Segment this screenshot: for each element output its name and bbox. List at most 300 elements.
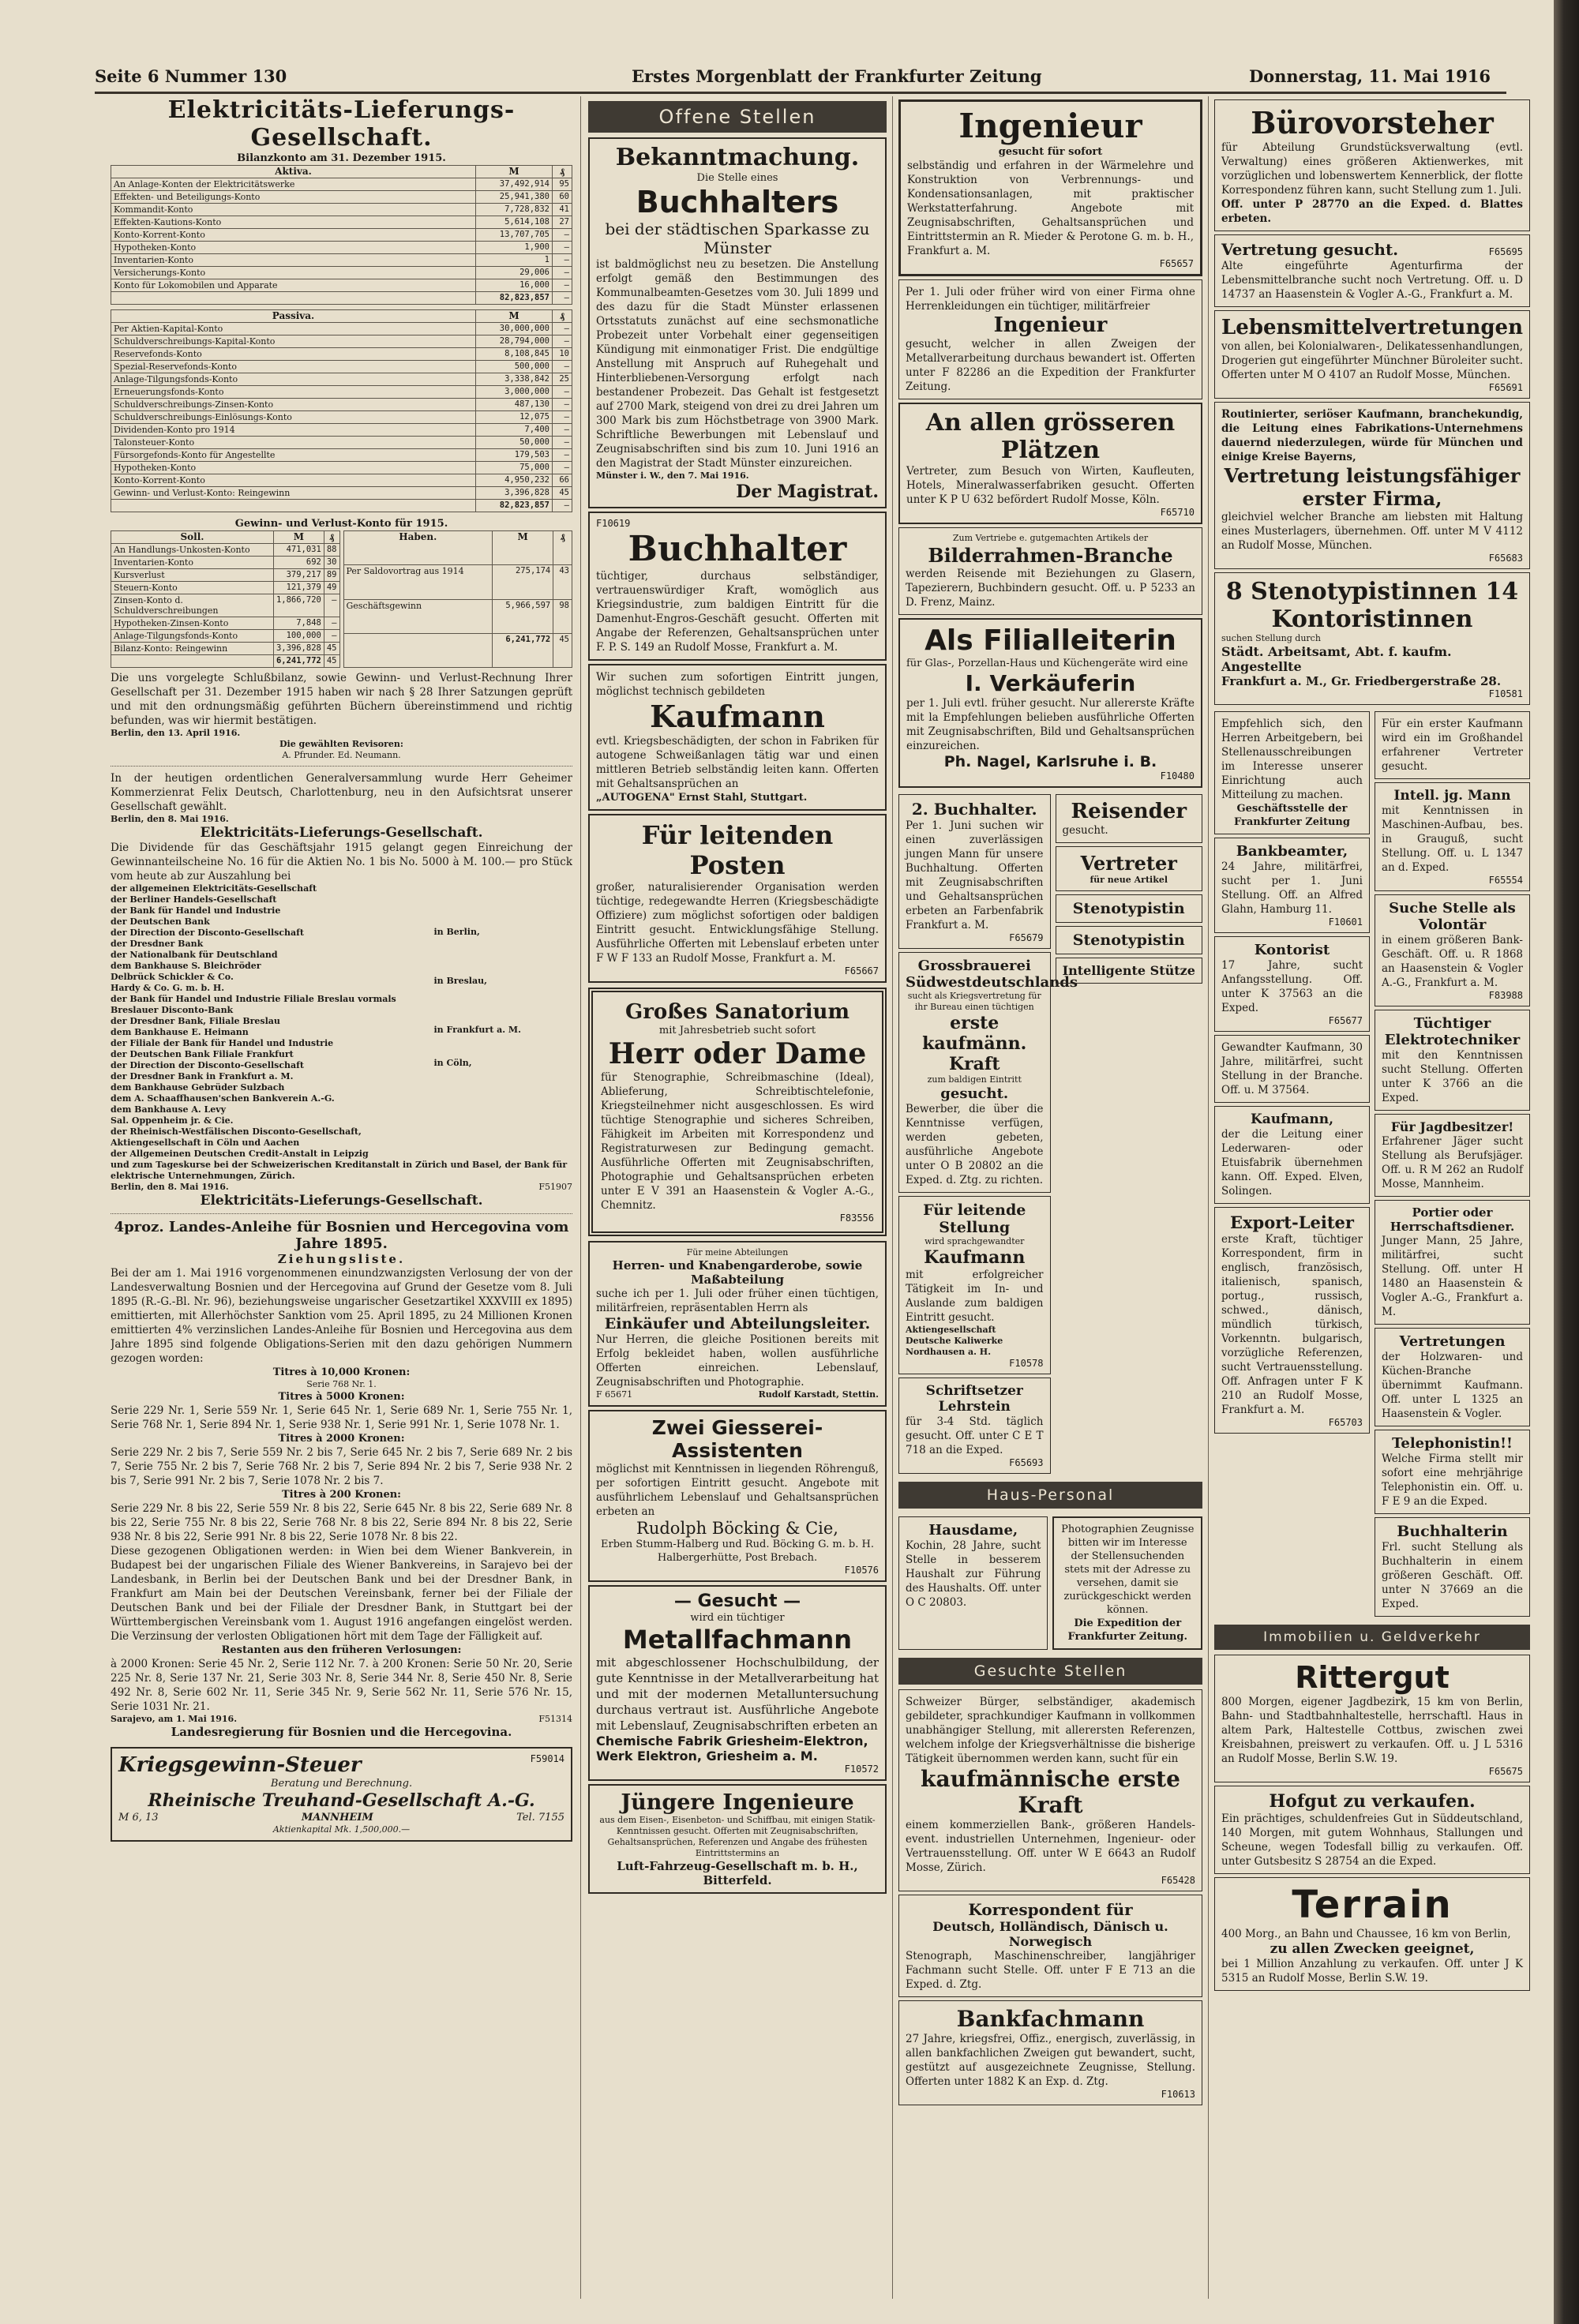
- vertr3-text: der Holzwaren- und Küchen-Branche übernimmt Kaufmann. Off. unter L 1325 an Haasenstein & Vogler.: [1382, 1351, 1523, 1420]
- aktiva-row: Versicherungs-Konto 29,006 —: [111, 267, 572, 279]
- ad-bankfachmann: [898, 2000, 1202, 2105]
- passiva-table: Passiva. M ₰ Per Aktien-Kapital-Konto 30,000,000 — Schuldverschreibungs-Kapital-Konto 28,794,000 — Reservefonds-Konto 8,108,845 10 Spezial-Reservefonds-Konto 500,000 — Anlage-Tilgungsfonds-Konto 3,338,842 25 Erneuerungsfonds-Konto 3,000,000 — Schuldverschreibungs-Zinsen-Konto 487,130 — Schuldverschreibungs-Einlösungs-Konto 12,075 — Dividenden-Konto pro 1914 7,400 — Talonsteuer-Konto 50,000 — Fürsorgefonds-Konto für Angestellte 179,503 — Hypotheken-Konto 75,000 — Konto-Korrent-Konto 4,950,232 66 Gewinn- und Verlust-Konto: Reingewinn 3,396,828 45 82,823,857 —: [111, 309, 572, 512]
- newspaper-title: Erstes Morgenblatt der Frankfurter Zeitung: [632, 66, 1042, 86]
- einkauf-pre: Für meine Abteilungen: [686, 1247, 789, 1258]
- steno-addr: Frankfurt a. M., Gr. Friedbergerstraße 28.: [1221, 674, 1502, 688]
- bosnia-bank: Landesregierung für Bosnien und die Hercegovina.: [171, 1725, 512, 1739]
- ref-code: F 65671: [596, 1389, 633, 1400]
- company-heading-3: Elektricitäts-Lieferungs-Gesellschaft.: [200, 1193, 483, 1209]
- ad-lebensmittel: [1214, 310, 1530, 399]
- bekannt-title: Bekanntmachung.: [615, 144, 860, 171]
- geschaeftsstelle: Geschäftsstelle der Frankfurter Zeitung: [1234, 803, 1350, 828]
- passiva-row: Konto-Korrent-Konto 4,950,232 66: [111, 474, 572, 487]
- ziehung-title: Ziehungsliste.: [277, 1252, 406, 1266]
- kauf2-text: Für ein erster Kaufmann wird ein im Großhandel erfahrener Vertreter gesucht.: [1382, 718, 1523, 773]
- brauerei-gesucht: gesucht.: [940, 1085, 1009, 1102]
- filial-big: Als Filialleiterin: [925, 624, 1176, 657]
- passiva-row: Talonsteuer-Konto 50,000 —: [111, 437, 572, 449]
- guv-title: Gewinn- und Verlust-Konto für 1915.: [234, 518, 448, 530]
- ing2-big: Ingenieur: [993, 313, 1108, 337]
- haus-split: [898, 1513, 1202, 1653]
- brauerei-big: Grossbrauerei Südwestdeutschlands: [906, 958, 1078, 991]
- tel-text: Welche Firma stellt mir sofort eine mehrjährige Telephonistin ein. Off. u. F E 9 an die Exped.: [1382, 1452, 1523, 1508]
- kriegs-title: Kriegsgewinn-Steuer: [118, 1753, 362, 1777]
- giess-addr: Halbergerhütte, Post Brebach.: [657, 1552, 818, 1564]
- ing2-text: gesucht, welcher in allen Zweigen der Metallverarbeitung durchaus bewandert ist. Offerten unter F 82286 an die Expedition der Frankfurter Zeitung.: [906, 338, 1195, 393]
- column-financial: [111, 96, 572, 2307]
- company-heading: Elektricitäts-Lieferungs-Gesellschaft.: [167, 96, 516, 152]
- haben-row: Geschäftsgewinn 5,966,597 98: [343, 599, 572, 633]
- ad-bilderrahmen: [898, 527, 1202, 615]
- ingenieur-text: selbständig und erfahren in der Wärmelehre und Konstruktion von Verbrennungs- und Kondensationsanlagen, mit praktischer Werkstatterfahrung. Angebote mit Zeugnisabschriften, Gehaltsansprüchen und Eintrittstermin an R. Mieder & Perotone G. m. b. H., Frankfurt a. M.: [907, 159, 1194, 257]
- buchh2-big: 2. Buchhalter.: [911, 800, 1037, 819]
- ad-ingenieure: [588, 1784, 887, 1894]
- passiva-row: Reservefonds-Konto 8,108,845 10: [111, 348, 572, 361]
- schrift-text: für 3-4 Std. täglich gesucht. Off. unter C E T 718 an die Exped.: [906, 1415, 1044, 1456]
- aktiva-row: Effekten-Kautions-Konto 5,614,108 27: [111, 216, 572, 229]
- ad-intell-mann: [1375, 782, 1530, 891]
- soll-label: Soll.: [111, 531, 274, 544]
- company-heading-2: Elektricitäts-Lieferungs-Gesellschaft.: [200, 825, 483, 841]
- ad-buchhalter: [588, 512, 887, 661]
- bank-list-item: der Deutschen Bank Filiale Frankfurt: [111, 1049, 294, 1059]
- lebens-big: Lebensmittelvertretungen: [1221, 316, 1523, 339]
- titres-2000-label: Titres à 2000 Kronen:: [278, 1433, 405, 1445]
- buchhalter-big: Buchhalter: [628, 529, 847, 569]
- hausdame-big: Hausdame,: [928, 1522, 1018, 1539]
- ad-stenotypistin-2: Stenotypistin: [1056, 926, 1203, 954]
- section-banner: Offene Stellen: [588, 101, 887, 133]
- bank-list-item: der Deutschen Bank: [111, 916, 210, 927]
- ad-buerovorsteher: [1214, 99, 1530, 231]
- ingenieur-big: Ingenieur: [958, 107, 1142, 145]
- passiva-total: 82,823,857: [476, 500, 553, 512]
- ing2-intro: Per 1. Juli oder früher wird von einer Firma ohne Herrenkleidungen ein tüchtiger, militärfreier: [906, 286, 1195, 313]
- guv-date: Berlin, den 13. April 1916.: [111, 728, 241, 738]
- leit-big: Für leitende Stellung: [923, 1201, 1026, 1236]
- passiva-row: Per Aktien-Kapital-Konto 30,000,000 —: [111, 323, 572, 335]
- passiva-row: Erneuerungsfonds-Konto 3,000,000 —: [111, 386, 572, 399]
- ad-kaufmann: [588, 664, 887, 811]
- ad-jagdbesitzer: [1375, 1114, 1530, 1197]
- kaufmann-big: Kaufmann: [650, 699, 825, 734]
- ad-leitender-posten: [588, 814, 887, 983]
- photo-text: Photographien Zeugnisse bitten wir im Interesse der Stellensuchenden stets mit der Adresse zu versehen, damit sie zurückgeschickt werden können.: [1061, 1524, 1195, 1616]
- bank-list-item: dem A. Schaaffhausen'schen Bankverein A.-G.: [111, 1093, 335, 1104]
- bank-list-item: der Filiale der Bank für Handel und Industrie: [111, 1038, 334, 1048]
- passiva-label: Passiva.: [111, 310, 476, 323]
- terrain-sub: zu allen Zwecken geeignet,: [1270, 1941, 1475, 1957]
- einkauf-big: Einkäufer und Abteilungsleiter.: [604, 1315, 871, 1333]
- soll-total: 6,241,772: [273, 655, 324, 668]
- bosnia-title: 4proz. Landes-Anleihe für Bosnien und Hercegovina vom Jahre 1895.: [114, 1219, 569, 1252]
- bank-list-item: dem Bankhause A. Levy: [111, 1104, 227, 1115]
- guv-tables: [111, 530, 572, 668]
- ad-vertretungen: [1375, 1328, 1530, 1426]
- ref-code: F65703: [1328, 1417, 1363, 1428]
- passiva-row: Fürsorgefonds-Konto für Angestellte 179,503 —: [111, 449, 572, 462]
- intell-big: Intell. jg. Mann: [1393, 788, 1511, 804]
- passiva-row: Hypotheken-Konto 75,000 —: [111, 462, 572, 474]
- ad-vertretung: [1214, 234, 1530, 307]
- metall-big: Metallfachmann: [622, 1625, 853, 1655]
- ref-code: F10576: [844, 1565, 879, 1576]
- meeting-date: Berlin, den 8. Mai 1916.: [111, 814, 229, 824]
- issue-date: Donnerstag, 11. Mai 1916: [1248, 66, 1491, 86]
- ad-hausdame: [898, 1516, 1048, 1650]
- einkauf-firm: Rudolf Karstadt, Stettin.: [758, 1389, 879, 1400]
- column-rule: [892, 96, 893, 2299]
- ing-text: aus dem Eisen-, Eisenbeton- und Schiffbau, mit einigen Statik-Kenntnissen gesucht. Offerten mit Zeugnisabschriften, Gehaltsansprüchen, Referenzen und Angabe des frühesten Eintrittstermins an: [599, 1815, 876, 1858]
- ritter-big: Rittergut: [1295, 1660, 1450, 1695]
- korr-big: Korrespondent für: [968, 1900, 1133, 1919]
- bilanz-title: Bilanzkonto am 31. Dezember 1915.: [237, 152, 446, 164]
- bank-list-item: der Direction der Disconto-Gesellschaft: [111, 1060, 304, 1070]
- sanat-text: für Stenographie, Schreibmaschine (Ideal), Ablieferung, Schreibtischtelefonie, Kriegsteilnehmer nicht ausgeschlossen. Es wird tüchtige Stenographie und sicheres Schreiben, Fähigkeit im Arbeiten mit Korrespondenz und Registraturwesen zur Bedingung gemacht. Ausführliche Offerten mit Zeugnisabschriften, Photographie und Gehaltsansprüchen erbeten unter E V 391 an Haasenstein & Vogler A.-G., Chemnitz.: [601, 1071, 874, 1212]
- passiva-row: Dividenden-Konto pro 1914 7,400 —: [111, 424, 572, 437]
- giess-text: möglichst mit Kenntnissen in liegenden Röhrenguß, per sofortigen Eintritt gesucht. Angebote mit ausführlichem Lebenslauf und Gehaltsansprüchen erbeten an: [596, 1463, 879, 1518]
- bank-list-item: der Allgemeinen Deutschen Credit-Anstalt in Leipzig: [111, 1149, 369, 1159]
- vertr2-text: gleichviel welcher Branche am liebsten mit Haltung eines Musterlagers, übernehmen. Off. unter M V 4112 an Rudolf Mosse, München.: [1221, 511, 1523, 552]
- page-number: Seite 6 Nummer 130: [95, 66, 287, 86]
- column-jobs-2: [898, 96, 1202, 2307]
- bank-text: 27 Jahre, kriegsfrei, Offiz., energisch, zuverlässig, in allen bankfachlichen Zweigen gut bewandert, sucht, gestützt auf ausgezeichnete Zeugnisse, Stellung. Offerten unter 1882 K an Exp. d. Ztg.: [906, 2033, 1195, 2088]
- verk-big: I. Verkäuferin: [965, 670, 1136, 696]
- ad-stuetze: Intelligente Stütze: [1056, 958, 1203, 984]
- kriegs-company: Rheinische Treuhand-Gesellschaft A.-G.: [148, 1790, 535, 1811]
- terrain-text2: bei 1 Million Anzahlung zu verkaufen. Off. unter J K 5315 an Rudolf Mosse, Berlin S.W. 19.: [1221, 1958, 1523, 1985]
- steno-firm: Städt. Arbeitsamt, Abt. f. kaufm. Angestellte: [1221, 644, 1452, 674]
- ad-giesserei: [588, 1410, 887, 1582]
- aktiva-row: Kommandit-Konto 7,728,832 41: [111, 204, 572, 216]
- ref-code: F51907: [538, 1182, 572, 1192]
- ad-rittergut: [1214, 1655, 1530, 1782]
- ad-korrespondent: [898, 1895, 1202, 1997]
- revisoren-names: A. Pfrunder. Ed. Neumann.: [282, 750, 401, 760]
- ad-ingenieur: [898, 99, 1202, 276]
- col4-split: [1214, 708, 1530, 1620]
- ad-metallfachmann: [588, 1585, 887, 1781]
- photo-sign: Die Expedition der Frankfurter Zeitung.: [1067, 1617, 1187, 1643]
- ref-code: F10578: [1009, 1358, 1044, 1369]
- buero-big: Bürovorsteher: [1251, 105, 1494, 141]
- buero-text: für Abteilung Grundstücksverwaltung (evtl. Verwaltung) eines größeren Aktienwerkes, mit vorzüglichen und lobenswertem Kennerblick, der flotte Korrespondenz führen kann, sucht Stellung zum 1. Juli.: [1221, 141, 1523, 197]
- hausdame-text: Kochin, 28 Jahre, sucht Stelle in besserem Haushalt zur Führung des Haushalts. Off. unter O C 20803.: [906, 1539, 1041, 1609]
- bankb-big: Bankbeamter,: [1236, 843, 1348, 860]
- verk-firm: Ph. Nagel, Karlsruhe i. B.: [943, 753, 1157, 770]
- ad-2-buchhalter: [898, 794, 1051, 949]
- bekannt-date: Münster i. W., den 7. Mai 1916.: [596, 470, 749, 481]
- ad-bankbeamter: [1214, 838, 1370, 933]
- steno-text: suchen Stellung durch: [1221, 633, 1321, 643]
- header-rule: [95, 92, 1506, 94]
- book-binding: [1554, 0, 1579, 2324]
- korr-big2: Deutsch, Holländisch, Dänisch u. Norwegisch: [932, 1919, 1168, 1949]
- titres-5000-list: Serie 229 Nr. 1, Serie 559 Nr. 1, Serie 645 Nr. 1, Serie 689 Nr. 1, Serie 755 Nr. 1, Serie 768 Nr. 1, Serie 894 Nr. 1, Serie 938 Nr. 1, Serie 991 Nr. 1, Serie 1078 Nr. 1.: [111, 1404, 572, 1431]
- ref-code: F65693: [1009, 1457, 1044, 1468]
- ref-code: F10619: [596, 518, 631, 529]
- ad-kontorist: [1214, 936, 1370, 1032]
- hofgut-text: Ein prächtiges, schuldenfreies Gut in Süddeutschland, 140 Morgen, mit gutem Wohnhaus, Stallungen und Scheune, wegen Todesfall billig zu verkaufen. Off. unter Gutsbesitz S 28754 an die Exped.: [1221, 1812, 1523, 1868]
- vertr-big: Vertretung gesucht.: [1221, 240, 1399, 259]
- diener-text: Junger Mann, 25 Jahre, militärfrei, sucht Stellung. Off. unter H 1480 an Haasenstein & Vogler A.-G., Frankfurt a. M.: [1382, 1235, 1523, 1318]
- soll-row: Bilanz-Konto: Reingewinn 3,396,828 45: [111, 643, 340, 655]
- lebens-text: von allen, bei Kolonialwaren-, Delikatessenhandlungen, Drogerien gut eingeführter Münchner Büroleiter sucht. Offerten unter M O 4107 an Rudolf Mosse, München.: [1221, 340, 1523, 381]
- passiva-row: Schuldverschreibungs-Zinsen-Konto 487,130 —: [111, 399, 572, 411]
- jagd-big: Für Jagdbesitzer!: [1390, 1119, 1514, 1134]
- ref-code: F65677: [1328, 1015, 1363, 1026]
- ziehung-intro: Bei der am 1. Mai 1916 vorgenommenen einundzwanzigsten Verlosung der von der Landesverwaltung Bosnien und der Hercegovina auf Grund der Gesetze vom 8. Juli 1895 (R.-G.-Bl. Nr. 96), beziehungsweise ungarischer Gesetzartikel XXXVIII ex 1895) emittierten, mit Allerhöchster Sanktion vom 25. April 1895, zu 24 Millionen Kronen emittierten 4% verzinslichen Landes-Anleihe für Bosnien und Hercegovina aus dem Jahre 1895 sind folgende Obligations-Serien mit den dazu gehörigen Nummern gezogen worden:: [111, 1267, 572, 1365]
- gesucht-label: — Gesucht —: [673, 1591, 801, 1611]
- ad-reisender: Reisender gesucht.: [1056, 794, 1203, 843]
- aktiva-row: Effekten- und Beteiligungs-Konto 25,941,380 60: [111, 191, 572, 204]
- ad-vertreter: Vertreter für neue Artikel: [1056, 846, 1203, 891]
- ref-code: F65675: [1488, 1766, 1523, 1777]
- city-frankfurt: in Frankfurt a. M.: [433, 1025, 521, 1035]
- autogena-firm: „AUTOGENA" Ernst Stahl, Stuttgart.: [596, 792, 808, 804]
- titres-200-label: Titres à 200 Kronen:: [282, 1489, 401, 1501]
- kaufm2-big: Kaufmann,: [1250, 1111, 1334, 1127]
- soll-row: Kursverlust 379,217 89: [111, 569, 340, 582]
- ad-empfehlung: [1214, 711, 1370, 834]
- aktiva-row: Hypotheken-Konto 1,900 —: [111, 242, 572, 254]
- export-text: erste Kraft, tüchtiger Korrespondent, firm in englisch, französisch, italienisch, spanisch, portug., russisch, schwed., dänisch, mündlich türkisch, Vorkenntn. bulgarisch, vorzügliche Referenzen, sucht Vertrauensstellung. Off. Anfragen unter F K 210 an Rudolf Mosse, Frankfurt a. M.: [1221, 1233, 1363, 1416]
- bank-list-item: dem Bankhause Gebrüder Sulzbach: [111, 1082, 285, 1093]
- routin-text: Routinierter, seriöser Kaufmann, branchekundig, die Leitung eines Fabrikations-Unternehmens dauernd niederzulegen, würde für München und einige Kreise Bayerns,: [1221, 408, 1523, 463]
- diener-big: Portier oder Herrschaftsdiener.: [1390, 1205, 1515, 1234]
- einkauf-head: Herren- und Knabengarderobe, sowie Maßabteilung: [612, 1258, 863, 1287]
- buchh3-text: Frl. sucht Stellung als Buchhalterin in einem größeren Geschäft. Off. unter N 37669 an die Exped.: [1382, 1541, 1523, 1610]
- ref-code: F10581: [1488, 688, 1523, 699]
- ad-ingenieur-2: [898, 279, 1202, 399]
- bank-list: [111, 883, 572, 1160]
- ref-code: F65667: [844, 965, 879, 976]
- aktiva-row: Konto-Korrent-Konto 13,707,705 —: [111, 229, 572, 242]
- haus-banner: Haus-Personal: [898, 1482, 1202, 1509]
- column-jobs-3: [1214, 96, 1530, 2307]
- haben-total: 6,241,772: [493, 633, 553, 667]
- ad-terrain: [1214, 1877, 1530, 1991]
- ad-export: [1214, 1207, 1370, 1434]
- metall-text: mit abgeschlossener Hochschulbildung, der gute Kenntnisse in der Metallverarbeitung hat und mit der modernen Metalluntersuchung durchaus vertraut ist. Ausführliche Angebote mit Lebenslauf, Zeugnisabschriften erbeten an: [596, 1655, 879, 1733]
- ing-big: Jüngere Ingenieure: [621, 1790, 854, 1815]
- payment-text: Diese gezogenen Obligationen werden: in Wien bei dem Wiener Bankverein, in Budapest bei der ungarischen Filiale des Wiener Bankvereins, in Sarajevo bei der Landesbank, in Berlin bei der Deutschen Bank und bei der Dresdner Bank, in Frankfurt am Main bei der Deutschen Vereinsbank, ferner bei der Filiale der Deutschen Bank und bei der Filiale der Dresdner Bank, in Stuttgart bei der Württembergischen Vereinsbank vom 1. August 1916 angefangen eingelöst werden. Die Verzinsung der verlosten Obligationen hört mit dem Tage der Fälligkeit auf.: [111, 1545, 572, 1643]
- kaufmann-intro: Wir suchen zum sofortigen Eintritt jungen, möglichst technisch gebildeten: [596, 671, 879, 698]
- soll-row: Zinsen-Konto d. Schuldverschreibungen 1,866,720 —: [111, 594, 340, 617]
- column-jobs-1: [588, 96, 887, 2307]
- column-rule: [1208, 96, 1209, 2299]
- gesuchte-banner: Gesuchte Stellen: [898, 1658, 1202, 1685]
- ritter-text: 800 Morgen, eigener Jagdbezirk, 15 km von Berlin, Bahn- und Stadtbahnhaltestelle, herrschaftl. Haus in altem Park, Haltestelle Cottbus, zwischen zwei Kreisbahnen, preiswert zu verkaufen. Off. u. J L 5316 an Rudolf Mosse, Berlin S.W. 19.: [1221, 1696, 1523, 1765]
- brauerei-text: sucht als Kriegsvertretung für ihr Bureau einen tüchtigen: [907, 991, 1041, 1012]
- jagd-text: Erfahrener Jäger sucht Stellung als Berufsjäger. Off. u. R M 262 an Rudolf Mosse, Mannheim.: [1382, 1135, 1523, 1190]
- kfm-text: einem kommerziellen Bank-, größeren Handels- event. industriellen Unternehmen, Ingenieur- oder Vertrauensstellung. Off. unter W E 6643 an Rudolf Mosse, Zürich.: [906, 1819, 1195, 1874]
- aktiva-row: Konto für Lokomobilen und Apparate 16,000 —: [111, 279, 572, 292]
- buchh2-text: Per 1. Juni suchen wir einen zuverlässigen jungen Mann für unsere Buchhaltung. Offerten mit Zeugnisabschriften und Gehaltsansprüchen erbeten an Farbenfabrik Frankfurt a. M.: [906, 819, 1044, 931]
- titres-5000-label: Titres à 5000 Kronen:: [278, 1391, 405, 1403]
- sanat-title: Großes Sanatorium: [625, 1000, 850, 1024]
- ref-code: F65428: [1161, 1875, 1195, 1886]
- running-header: [32, 66, 1522, 87]
- titres-10000-list: Serie 768 Nr. 1.: [306, 1379, 377, 1389]
- zurich-text: und zum Tageskurse bei der Schweizerischen Kreditanstalt in Zürich und Basel, der Bank für elektrische Unternehmungen, Zürich.: [111, 1160, 568, 1181]
- leit-firm: Aktiengesellschaft Deutsche Kaliwerke Nordhausen a. H.: [906, 1325, 1003, 1357]
- aktiva-label: Aktiva.: [111, 166, 476, 178]
- bank-list-item: der Dresdner Bank, Filiale Breslau: [111, 1016, 280, 1026]
- col3-split: [898, 791, 1202, 1477]
- ad-elektrotechniker: [1375, 1010, 1530, 1111]
- guv-note: Die uns vorgelegte Schlußbilanz, sowie Gewinn- und Verlust-Rechnung Ihrer Gesellschaft per 31. Dezember 1915 haben wir nach § 28 Ihrer Satzungen geprüft und mit den ordnungsmäßig geführten Büchern übereinstimmend und richtig befunden, was wir hiermit bestätigen.: [111, 672, 572, 727]
- ref-code: F59014: [530, 1753, 564, 1764]
- posten-text: großer, naturalisierender Organisation werden tüchtige, redegewandte Herren (Kriegsbeschädigte Offiziere) zum möglichst sofortigen oder baldigen Eintritt gesucht. Entwicklungsfähige Stellung. Ausführliche Offerten mit Lebenslauf erbeten unter F W F 133 an Rudolf Mosse, Frankfurt a. M.: [596, 881, 879, 965]
- bilder-pre: Zum Vertriebe e. gutgemachten Artikels der: [952, 533, 1149, 543]
- buchh3-big: Buchhalterin: [1397, 1523, 1508, 1540]
- elektro-big: Tüchtiger Elektrotechniker: [1384, 1015, 1521, 1048]
- ad-leitende-stellung: [898, 1196, 1051, 1374]
- soll-row: Steuern-Konto 121,379 49: [111, 582, 340, 594]
- suche-text: in einem größeren Bank-Geschäft. Off. u. R 1868 an Haasenstein & Vogler A.-G., Frankfurt a. M.: [1382, 934, 1523, 989]
- brauerei-text3: Bewerber, die über die Kenntnisse verfügen, werden gebeten, ausführliche Angebote unter O B 20802 an die Exped. d. Ztg. zu richten.: [906, 1103, 1044, 1186]
- aktiva-row: An Anlage-Konten der Elektricitätswerke 37,492,914 95: [111, 178, 572, 191]
- einkauf-text2: Nur Herren, die gleiche Positionen bereits mit Erfolg bekleidet haben, wollen ausführliche Offerten einreichen. Lebenslauf, Zeugnisabschriften und Photographie.: [596, 1333, 879, 1389]
- ref-code: F65554: [1488, 875, 1523, 886]
- verk-text: per 1. Juli evtl. früher gesucht. Nur allererste Kräfte mit la Empfehlungen belieben ausführliche Offerten mit Zeugnisabschriften, Bild und Gehaltsansprüchen einzureichen.: [906, 697, 1195, 752]
- buchhalter-text: tüchtiger, durchaus selbständiger, vertrauenswürdiger Kraft, womöglich aus Kriegsindustrie, zum baldigen Eintritt für die Damenhut-Engros-Geschäft gesucht. Offerten mit Angabe der Referenzen, Gehaltsansprüchen unter F. P. S. 149 an Rudolf Mosse, Frankfurt a. M.: [596, 570, 879, 654]
- ad-schriftsetzer: [898, 1378, 1051, 1474]
- ref-code: F65679: [1009, 932, 1044, 943]
- hofgut-big: Hofgut zu verkaufen.: [1269, 1791, 1476, 1812]
- bekannt-sub: Die Stelle eines: [696, 172, 778, 184]
- ad-vertretung-2: [1214, 402, 1530, 569]
- suche-big: Suche Stelle als Volontär: [1389, 900, 1516, 933]
- ad-gewandter-kaufmann: [1214, 1035, 1370, 1103]
- column-rule: [580, 96, 581, 2299]
- intell-text: mit Kenntnissen in Maschinen-Aufbau, bes. in Grauguß, sucht Stellung. Off. u. L 1347 an d. Exped.: [1382, 804, 1523, 874]
- metall-pre: wird ein tüchtiger: [690, 1612, 785, 1624]
- terrain-text: 400 Morg., an Bahn und Chaussee, 16 km von Berlin,: [1221, 1928, 1511, 1940]
- haben-row: Per Saldovortrag aus 1914 275,174 43: [343, 565, 572, 599]
- leit-big2: Kaufmann: [924, 1247, 1026, 1268]
- ref-code: F65691: [1488, 382, 1523, 393]
- tel-big: Telephonistin!!: [1392, 1435, 1513, 1452]
- ad-kaufmaennische-kraft: [898, 1689, 1202, 1891]
- bank-list-item: der Bank für Handel und Industrie Filiale Breslau vormals Breslauer Disconto-Bank: [111, 994, 396, 1015]
- ad-sanatorium: [588, 988, 887, 1236]
- haben-label: Haben.: [343, 531, 493, 565]
- ad-plaetzen: [898, 403, 1202, 524]
- gewandter-text: Gewandter Kaufmann, 30 Jahre, militärfrei, sucht Stellung in der Branche. Off. u. M 37564.: [1221, 1041, 1363, 1096]
- bank-list-item: der Direction der Disconto-Gesellschaft: [111, 928, 304, 938]
- ad-kriegsgewinn: [111, 1747, 572, 1842]
- bank-list-item: der Berliner Handels-Gesellschaft: [111, 894, 277, 905]
- kriegs-addr: M 6, 13: [118, 1812, 159, 1824]
- passiva-row: Spezial-Reservefonds-Konto 500,000 —: [111, 361, 572, 373]
- dividend-text: Die Dividende für das Geschäftsjahr 1915 gelangt gegen Einreichung der Gewinnanteilscheine No. 16 für die Aktien No. 1 bis No. 5000 à M. 100.— pro Stück vom heute ab zur Auszahlung bei: [111, 842, 572, 883]
- kfm-big: kaufmännische erste Kraft: [921, 1766, 1180, 1818]
- restanten-list: à 2000 Kronen: Serie 45 Nr. 2, Serie 112 Nr. 7. à 200 Kronen: Serie 50 Nr. 20, Serie 225 Nr. 8, Serie 137 Nr. 21, Serie 303 Nr. 8, Serie 344 Nr. 8, Serie 450 Nr. 8, Serie 492 Nr. 8, Serie 602 Nr. 11, Serie 345 Nr. 9, Serie 562 Nr. 11, Serie 576 Nr. 15, Serie 1031 Nr. 21.: [111, 1658, 572, 1713]
- elektro-text: mit den Kenntnissen sucht Stellung. Offerten unter K 3766 an die Exped.: [1382, 1049, 1523, 1104]
- bekannt-place: bei der städtischen Sparkasse zu Münster: [605, 219, 870, 257]
- aktiva-table: Aktiva. M ₰ An Anlage-Konten der Elektricitätswerke 37,492,914 95 Effekten- und Beteiligungs-Konto 25,941,380 60 Kommandit-Konto 7,728,832 41 Effekten-Kautions-Konto 5,614,108 27 Konto-Korrent-Konto 13,707,705 — Hypotheken-Konto 1,900 — Inventarien-Konto 1 — Versicherungs-Konto 29,006 — Konto für Lokomobilen und Apparate 16,000 — 82,823,857 —: [111, 165, 572, 305]
- ad-filialleiterin: [898, 618, 1202, 788]
- kriegs-sub: Beratung und Berechnung.: [270, 1778, 413, 1790]
- vertr3-big: Vertretungen: [1399, 1333, 1506, 1350]
- giess-big: Zwei Giesserei-Assistenten: [651, 1416, 823, 1462]
- passiva-row: Schuldverschreibungs-Kapital-Konto 28,794,000 —: [111, 335, 572, 348]
- ad-telephonistin: [1375, 1430, 1530, 1514]
- aktiva-total: 82,823,857: [476, 292, 553, 305]
- brauerei-big2: erste kaufmänn. Kraft: [922, 1013, 1027, 1074]
- ref-code: F65710: [1160, 507, 1195, 518]
- ad-kaufmann-2: [1375, 711, 1530, 779]
- soll-table: Soll. M ₰ An Handlungs-Unkosten-Konto 471,031 88 Inventarien-Konto 692 30 Kursverlust 379,217 89 Steuern-Konto 121,379 49 Zinsen-Konto d. Schuldverschreibungen 1,866,720 — Hypotheken-Zinsen-Konto 7,848 — Anlage-Tilgungsfonds-Konto 100,000 — Bilanz-Konto: Reingewinn 3,396,828 45 6,241,772 45: [111, 530, 340, 668]
- terrain-big: Terrain: [1292, 1883, 1453, 1927]
- vertr2-big: Vertretung leistungsfähiger erster Firma,: [1224, 464, 1521, 510]
- ingenieur-sub: gesucht für sofort: [998, 146, 1103, 158]
- ad-einkaeufer: [588, 1241, 887, 1407]
- ad-photographien: [1052, 1516, 1202, 1650]
- haben-table: Haben. M ₰ Per Saldovortrag aus 1914 275,174 43 Geschäftsgewinn 5,966,597 98 6,241,772 45: [343, 530, 573, 668]
- posten-big: Für leitenden Posten: [641, 820, 834, 880]
- bekannt-big: Buchhalters: [636, 185, 839, 219]
- ref-code: F10613: [1161, 2089, 1195, 2100]
- sec-left-text: Empfehlich sich, den Herren Arbeitgebern, bei Stellenausschreibungen im Interesse unserer Einrichtung auch Mitteilung zu machen.: [1221, 718, 1363, 801]
- bilder-text: werden Reisende mit Beziehungen zu Glasern, Tapezierern, Buchbindern gesucht. Off. u. P 5233 an D. Frenz, Mainz.: [906, 568, 1195, 609]
- ad-stenotypistinnen: [1214, 572, 1530, 705]
- schweizer-text: Schweizer Bürger, selbständiger, akademisch gebildeter, sprachkundiger Kaufmann in vollkommen unabhängiger Stellung, mit allerersten Referenzen, welchem infolge der Kriegsverhältnisse die bisherige Tätigkeit übernommen werden kann, sucht für ein: [906, 1696, 1195, 1765]
- restanten-title: Restanten aus den früheren Verlosungen:: [221, 1644, 462, 1656]
- soll-row: An Handlungs-Unkosten-Konto 471,031 88: [111, 544, 340, 557]
- bank-big: Bankfachmann: [956, 2006, 1145, 2032]
- kontor-text: 17 Jahre, sucht Anfangsstellung. Off. unter K 37563 an die Exped.: [1221, 959, 1363, 1014]
- schrift-big: Schriftsetzer: [925, 1383, 1023, 1399]
- leit-text: wird sprachgewandter: [925, 1236, 1025, 1246]
- ref-code: F65657: [1159, 258, 1194, 269]
- steno-big: 8 Stenotypistinnen 14 Kontoristinnen: [1225, 578, 1519, 633]
- city-berlin: in Berlin,: [433, 927, 480, 937]
- buero-text2: Off. unter P 28770 an die Exped. d. Blattes erbeten.: [1221, 198, 1523, 225]
- ad-bekanntmachung: [588, 137, 887, 508]
- schrift-big2: Lehrstein: [938, 1399, 1011, 1415]
- metall-firm: Chemische Fabrik Griesheim-Elektron, Werk Elektron, Griesheim a. M.: [596, 1734, 868, 1764]
- magistrat: Der Magistrat.: [736, 482, 879, 502]
- bank-list-item: dem Bankhause S. Bleichröder: [111, 961, 261, 971]
- einkauf-text: suche ich per 1. Juli oder früher einen tüchtigen, militärfreien, repräsentablen Herrn als: [596, 1288, 879, 1314]
- ad-volontaer: [1375, 894, 1530, 1006]
- ref-code: F83556: [839, 1213, 874, 1224]
- passiva-row: Schuldverschreibungs-Einlösungs-Konto 12,075 —: [111, 411, 572, 424]
- kontor-big: Kontorist: [1254, 942, 1330, 958]
- meeting-text: In der heutigen ordentlichen Generalversammlung wurde Herr Geheimer Kommerzienrat Felix Deutsch, Charlottenburg, neu in den Aufsichtsrat unserer Gesellschaft gewählt.: [111, 772, 572, 813]
- bank-list-item: Hardy & Co. G. m. b. H.: [111, 983, 225, 993]
- filial-sub: für Glas-, Porzellan-Haus und Küchengeräte wird eine: [906, 658, 1188, 669]
- bank-list-item: dem Bankhause E. Heimann: [111, 1027, 249, 1037]
- immo-banner: Immobilien u. Geldverkehr: [1214, 1625, 1530, 1650]
- bank-list-item: der Dresdner Bank: [111, 939, 204, 949]
- bilder-big: Bilderrahmen-Branche: [928, 544, 1173, 567]
- kriegs-city: MANNHEIM: [301, 1812, 373, 1824]
- brauerei-text2: zum baldigen Eintritt: [927, 1074, 1022, 1085]
- plaetzen-text: Vertreter, zum Besuch von Wirten, Kaufleuten, Hotels, Mineralwasserfabriken gesucht. Offerten unter K P U 632 befördert Rudolf Mosse, Köln.: [906, 465, 1195, 506]
- kaufmann-text: evtl. Kriegsbeschädigten, der schon in Fabriken für autogene Schweißanlagen tätig war und einen mittleren Betrieb selbständig leiten kann. Offerten mit Gehaltsansprüchen an: [596, 735, 879, 790]
- ref-code: F51314: [538, 1714, 572, 1724]
- ad-kaufmann-leder: [1214, 1106, 1370, 1204]
- bekannt-text: ist baldmöglichst neu zu besetzen. Die Anstellung erfolgt gemäß den Bestimmungen des Kommunalbeamten-Gesetzes vom 30. Juli 1899 und des dazu für die Stadt Münster erlassenen Ortsstatuts zunächst auf eine sechsmonatliche Probezeit unter Vorbehalt einer gegenseitigen Kündigung mit einmonatiger Frist. Die endgültige Anstellung mit Anspruch auf Ruhegehalt und Hinterbliebenen-Versorgung erfolgt nach bestandener Probezeit. Das Gehalt ist festgesetzt auf 2700 Mark, steigend von drei zu drei Jahren um 300 Mark bis zum Höchstbetrage von 3900 Mark. Schriftliche Bewerbungen mit Lebenslauf und Zeugnisabschriften sind bis zum 10. Juni 1916 an den Magistrat der Stadt Münster einzureichen.: [596, 258, 879, 470]
- ad-buchhalterin: [1375, 1517, 1530, 1617]
- kriegs-capital: Aktienkapital Mk. 1,500,000.—: [272, 1824, 411, 1835]
- titres-200-list: Serie 229 Nr. 8 bis 22, Serie 559 Nr. 8 bis 22, Serie 645 Nr. 8 bis 22, Serie 689 Nr. 8 bis 22, Serie 755 Nr. 8 bis 22, Serie 768 Nr. 8 bis 22, Serie 894 Nr. 8 bis 22, Serie 938 Nr. 8 bis 22, Serie 991 Nr. 8 bis 22, Serie 1078 Nr. 8 bis 22.: [111, 1502, 572, 1543]
- aktiva-row: Inventarien-Konto 1 —: [111, 254, 572, 267]
